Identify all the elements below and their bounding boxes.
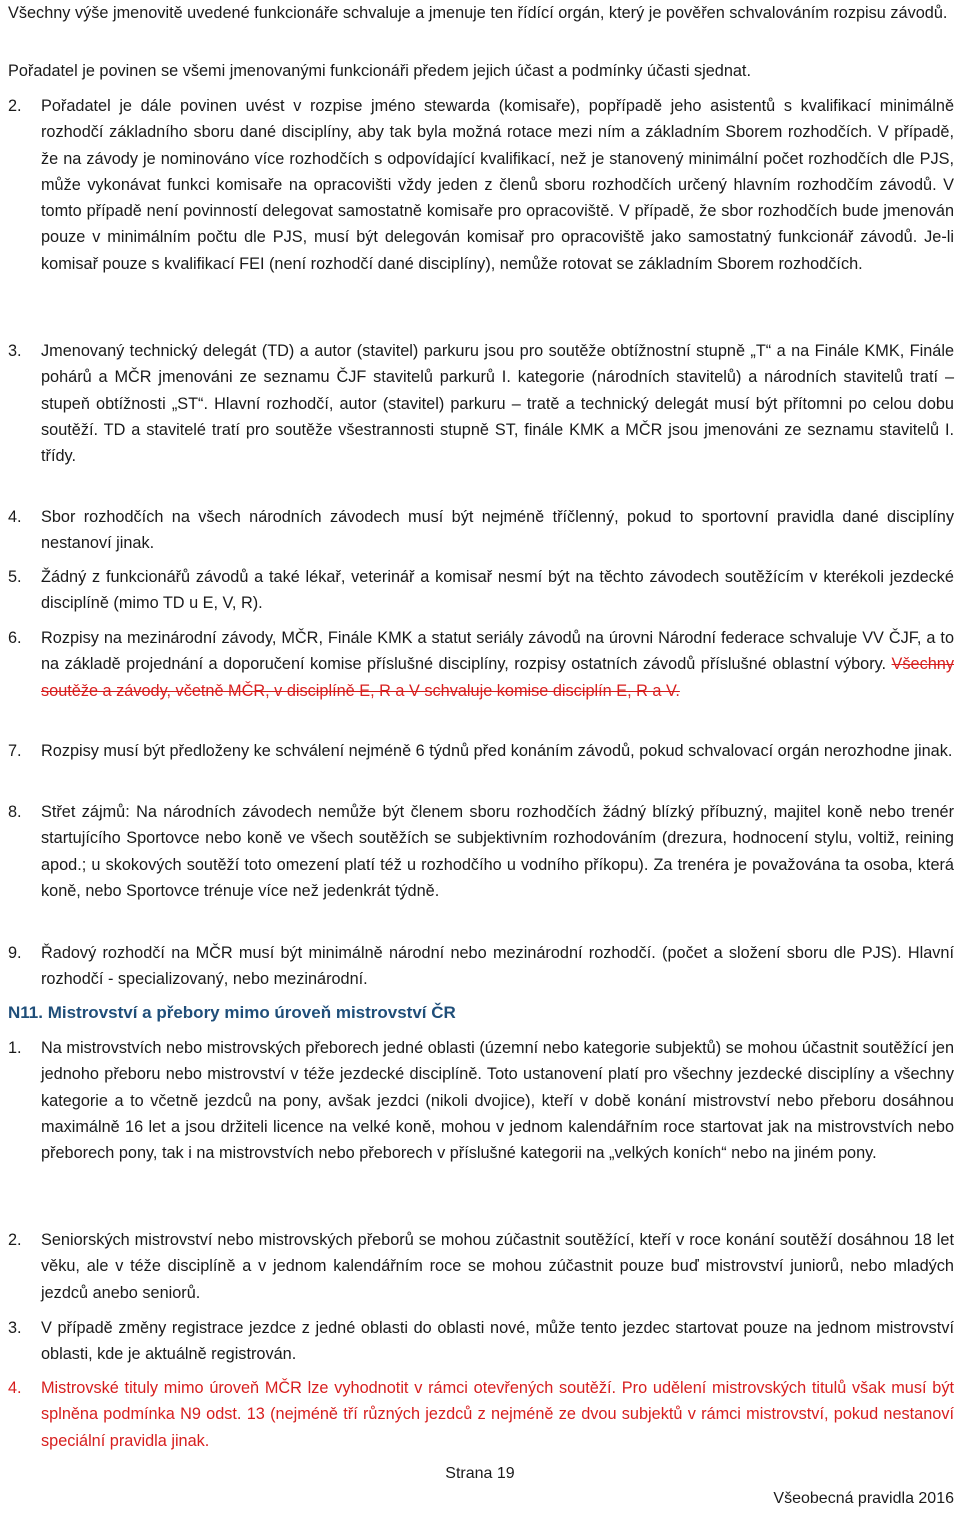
- section-item-number: 1.: [8, 1039, 22, 1057]
- section-item-text-red: Mistrovské tituly mimo úroveň MČR lze vyhodnotit v rámci otevřených soutěží. Pro udělení mistrovských titulů však musí být splněna podmínka N9 odst. 13 (nejméně tří různých jezdců z nejméně ze dvou subjektů v rámci mistrovství, pokud nestanoví speciální pravidla jinak.: [41, 1379, 954, 1450]
- section-item-text: Na mistrovstvích nebo mistrovských přeborech jedné oblasti (územní nebo kategorie subjektů) se mohou účastnit soutěžící jen jednoho přeboru nebo mistrovství v téže jezdecké disciplíně. Toto ustanovení platí pro všechny jezdecké disciplíny a všechny kategorie a to včetně jezdců na pony, avšak jezdci (nikoli dvojice), kteří v době konání mistrovství nebo přeboru dosáhnou maximálně 16 let a jsou držiteli licence na velké koně, mohou v jednom kalendářním roce startovat jak na mistrovstvích nebo přeborech pony, tak i na mistrovstvích nebo přeborech v příslušné kategorii na „velkých koních“ nebo na jiném pony.: [41, 1039, 954, 1163]
- item-text: Rozpisy na mezinárodní závody, MČR, Finále KMK a statut seriály závodů na úrovni Národní federace schvaluje VV ČJF, a to na základě projednání a doporučení komise příslušné disciplíny, rozpisy ostatních závodů příslušné oblastní výbory.: [41, 629, 954, 674]
- item-number: 9.: [8, 944, 22, 962]
- item-number: 6.: [8, 629, 22, 647]
- item-number: 3.: [8, 342, 22, 360]
- item-number: 8.: [8, 803, 22, 821]
- item-text: Rozpisy musí být předloženy ke schválení nejméně 6 týdnů před konáním závodů, pokud schvalovací orgán nerozhodne jinak.: [41, 742, 953, 760]
- section-item-number-red: 4.: [8, 1379, 22, 1397]
- intro-paragraph-1: Všechny výše jmenovitě uvedené funkcionáře schvaluje a jmenuje ten řídící orgán, který je pověřen schvalováním rozpisu závodů.: [8, 4, 948, 22]
- section-item-text: V případě změny registrace jezdce z jedné oblasti do oblasti nové, může tento jezdec startovat pouze na jednom mistrovství oblasti, kde je aktuálně registrován.: [41, 1319, 954, 1364]
- item-text: Jmenovaný technický delegát (TD) a autor (stavitel) parkuru jsou pro soutěže obtížnostní stupně „T“ a na Finále KMK, Finále pohárů a MČR jmenováni ze seznamu ČJF stavitelů parkurů I. kategorie (národních stavitelů) a národních stavitelů tratí – stupeň obtížnosti „ST“. Hlavní rozhodčí, autor (stavitel) parkuru – tratě a technický delegát musí být přítomni po celou dobu soutěží. TD a stavitelé tratí pro soutěže všestrannosti stupně ST, finále KMK a MČR jsou jmenováni ze seznamu stavitelů I. třídy.: [41, 342, 954, 466]
- item-number: 5.: [8, 568, 22, 586]
- struck-text: Všechny soutěže a závody, včetně MČR, v disciplíně E, R a V schvaluje komise disciplín E, R a V.: [41, 655, 954, 700]
- item-number: 4.: [8, 508, 22, 526]
- item-number: 2.: [8, 97, 22, 115]
- intro-paragraph-2: Pořadatel je povinen se všemi jmenovanými funkcionáři předem jejich účast a podmínky účasti sjednat.: [8, 62, 751, 80]
- item-text: Střet zájmů: Na národních závodech nemůže být členem sboru rozhodčích žádný blízký příbuzný, majitel koně nebo trenér startujícího Sportovce nebo koně ve všech soutěžích se subjektivním rozhodováním (drezura, hodnocení stylu, voltiž, reining apod.; u skokových soutěží toto omezení platí též u rozhodčího u vodního příkopu). Za trenéra je považována ta osoba, která koně, nebo Sportovce trénuje více než jedenkrát týdně.: [41, 803, 954, 900]
- item-text: Žádný z funkcionářů závodů a také lékař, veterinář a komisař nesmí být na těchto závodech soutěžícím v kterékoli jezdecké disciplíně (mimo TD u E, V, R).: [41, 568, 954, 613]
- item-number: 7.: [8, 742, 22, 760]
- item-text: Řadový rozhodčí na MČR musí být minimálně národní nebo mezinárodní rozhodčí. (počet a složení sboru dle PJS). Hlavní rozhodčí - specializovaný, nebo mezinárodní.: [41, 944, 954, 989]
- section-item-number: 3.: [8, 1319, 22, 1337]
- section-heading: N11. Mistrovství a přebory mimo úroveň mistrovství ČR: [8, 1003, 456, 1022]
- page-number: Strana 19: [445, 1465, 515, 1482]
- item-text-6: [41, 625, 954, 704]
- document-title-footer: Všeobecná pravidla 2016: [773, 1490, 954, 1507]
- item-text: Pořadatel je dále povinen uvést v rozpise jméno stewarda (komisaře), popřípadě jeho asistentů s kvalifikací minimálně rozhodčí základního sboru dané disciplíny, aby tak byla možná rotace mezi ním a základním Sborem rozhodčích. V případě, že na závody je nominováno více rozhodčích s odpovídající kvalifikací, než je stanovený minimální počet rozhodčích dle PJS, může vykonávat funkci komisaře na opracovišti vždy jeden z členů sboru rozhodčích určený hlavním rozhodčím závodů. V tomto případě není povinností delegovat samostatně komisaře pro opracoviště. V případě, že sbor rozhodčích bude jmenován pouze v minimálním počtu dle PJS, musí být delegován komisař pro opracoviště jako samostatný funkcionář závodů. Je-li komisař pouze s kvalifikací FEI (není rozhodčí dané disciplíny), nemůže rotovat se základním Sborem rozhodčích.: [41, 97, 954, 273]
- item-text: Sbor rozhodčích na všech národních závodech musí být nejméně tříčlenný, pokud to sportovní pravidla dané disciplíny nestanoví jinak.: [41, 508, 954, 553]
- section-item-text: Seniorských mistrovství nebo mistrovských přeborů se mohou zúčastnit soutěžící, kteří v roce konání soutěží dosáhnou 18 let věku, ale v téže disciplíně a v jednom kalendářním roce se mohou zúčastnit pouze buď mistrovství juniorů, nebo mladých jezdců anebo seniorů.: [41, 1231, 954, 1302]
- section-item-number: 2.: [8, 1231, 22, 1249]
